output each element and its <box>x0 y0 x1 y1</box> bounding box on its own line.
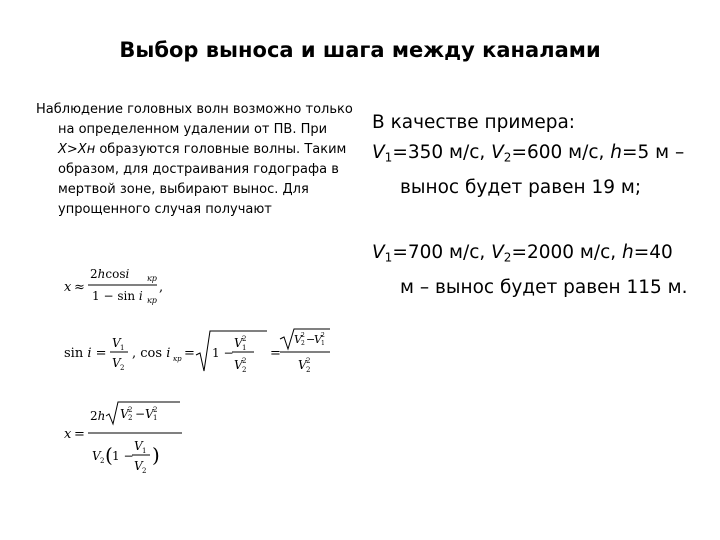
svg-text:V: V <box>145 407 154 421</box>
svg-text:2: 2 <box>301 340 305 347</box>
example-1 <box>372 108 692 203</box>
v2-symbol: V <box>491 142 504 163</box>
svg-text:2: 2 <box>120 364 125 372</box>
svg-text:V: V <box>134 459 143 473</box>
svg-text:V: V <box>298 358 307 372</box>
example-2-params <box>372 238 692 303</box>
svg-text:sin i =: sin i = <box>64 346 107 361</box>
svg-text:1: 1 <box>242 344 247 352</box>
v1-value: =700 м/с, <box>392 242 492 263</box>
svg-text:x: x <box>64 427 72 442</box>
svg-text:кр: кр <box>147 274 157 283</box>
formula-sin-cos <box>62 325 332 385</box>
svg-text:, cos i: , cos i <box>132 346 171 361</box>
v1-subscript: 1 <box>384 250 393 265</box>
svg-text:2: 2 <box>321 332 325 339</box>
svg-text:2: 2 <box>128 414 133 422</box>
svg-text:x: x <box>64 280 72 295</box>
h-symbol: h <box>622 242 634 263</box>
svg-text:=: = <box>74 427 85 442</box>
v2-value: =600 м/с, <box>511 142 611 163</box>
svg-text:(: ( <box>105 443 113 467</box>
svg-text:V: V <box>234 336 243 350</box>
v1-value: =350 м/с, <box>392 142 492 163</box>
v1-subscript: 1 <box>384 150 393 165</box>
svg-text:2: 2 <box>242 335 247 343</box>
x-condition: X>Xн <box>58 142 96 157</box>
v2-subscript: 2 <box>503 250 512 265</box>
formula-offset <box>62 398 232 488</box>
svg-text:2: 2 <box>306 366 311 374</box>
h-symbol: h <box>610 142 623 163</box>
v2-symbol: V <box>491 242 504 263</box>
svg-text:,: , <box>159 280 164 295</box>
svg-text:=: = <box>270 346 281 361</box>
svg-text:1: 1 <box>321 340 325 347</box>
svg-text:2: 2 <box>242 366 247 374</box>
svg-text:1: 1 <box>153 414 158 422</box>
svg-text:2h: 2h <box>90 409 106 423</box>
svg-text:V: V <box>112 336 121 350</box>
svg-text:=: = <box>184 346 195 361</box>
h-value: =40 м – вынос будет равен 115 м. <box>400 242 688 298</box>
svg-text:V: V <box>112 356 121 370</box>
svg-text:V: V <box>314 333 322 346</box>
svg-text:): ) <box>152 443 160 467</box>
svg-text:1 −: 1 − <box>212 346 234 360</box>
v2-subscript: 2 <box>503 150 512 165</box>
svg-text:≈: ≈ <box>74 280 85 295</box>
v2-value: =2000 м/с, <box>511 242 623 263</box>
svg-text:2: 2 <box>301 332 305 339</box>
svg-text:1: 1 <box>142 447 147 455</box>
svg-text:V: V <box>120 407 129 421</box>
svg-text:2: 2 <box>306 357 311 365</box>
paragraph-end: образуются головные волны. Таким образом, для достраивания годографа в мертвой зоне, выбирают вынос. Для упрощенного случая получают <box>58 142 347 217</box>
v1-symbol: V <box>372 242 385 263</box>
svg-text:2: 2 <box>153 406 158 414</box>
svg-text:1 − sin i: 1 − sin i <box>92 289 143 303</box>
svg-text:2: 2 <box>128 406 133 414</box>
example-1-result: – вынос будет равен 19 м; <box>400 142 685 198</box>
svg-text:V: V <box>134 439 143 453</box>
v1-symbol: V <box>372 142 385 163</box>
svg-text:2: 2 <box>242 357 247 365</box>
svg-text:V: V <box>294 333 302 346</box>
svg-text:−: − <box>135 407 146 421</box>
svg-text:1 −: 1 − <box>112 449 134 463</box>
h-value: =5 м <box>622 142 670 163</box>
paragraph-start: Наблюдение головных волн возможно только на определенном удалении от ПВ. При <box>36 102 353 137</box>
formula-offset-approx <box>62 260 172 310</box>
svg-text:V: V <box>92 449 101 463</box>
svg-text:кр: кр <box>173 355 182 363</box>
slide-title: Выбор выноса и шага между каналами <box>119 38 601 62</box>
svg-text:2: 2 <box>100 457 105 465</box>
svg-text:V: V <box>234 358 243 372</box>
example-1-params <box>372 138 692 203</box>
svg-text:1: 1 <box>120 344 125 352</box>
example-intro: В качестве примера: <box>372 112 576 133</box>
svg-text:2hcosi: 2hcosi <box>90 267 130 281</box>
example-2 <box>372 238 692 303</box>
svg-text:2: 2 <box>142 467 147 475</box>
svg-text:−: − <box>306 333 316 346</box>
svg-text:кр: кр <box>147 296 157 305</box>
left-paragraph <box>36 100 358 220</box>
